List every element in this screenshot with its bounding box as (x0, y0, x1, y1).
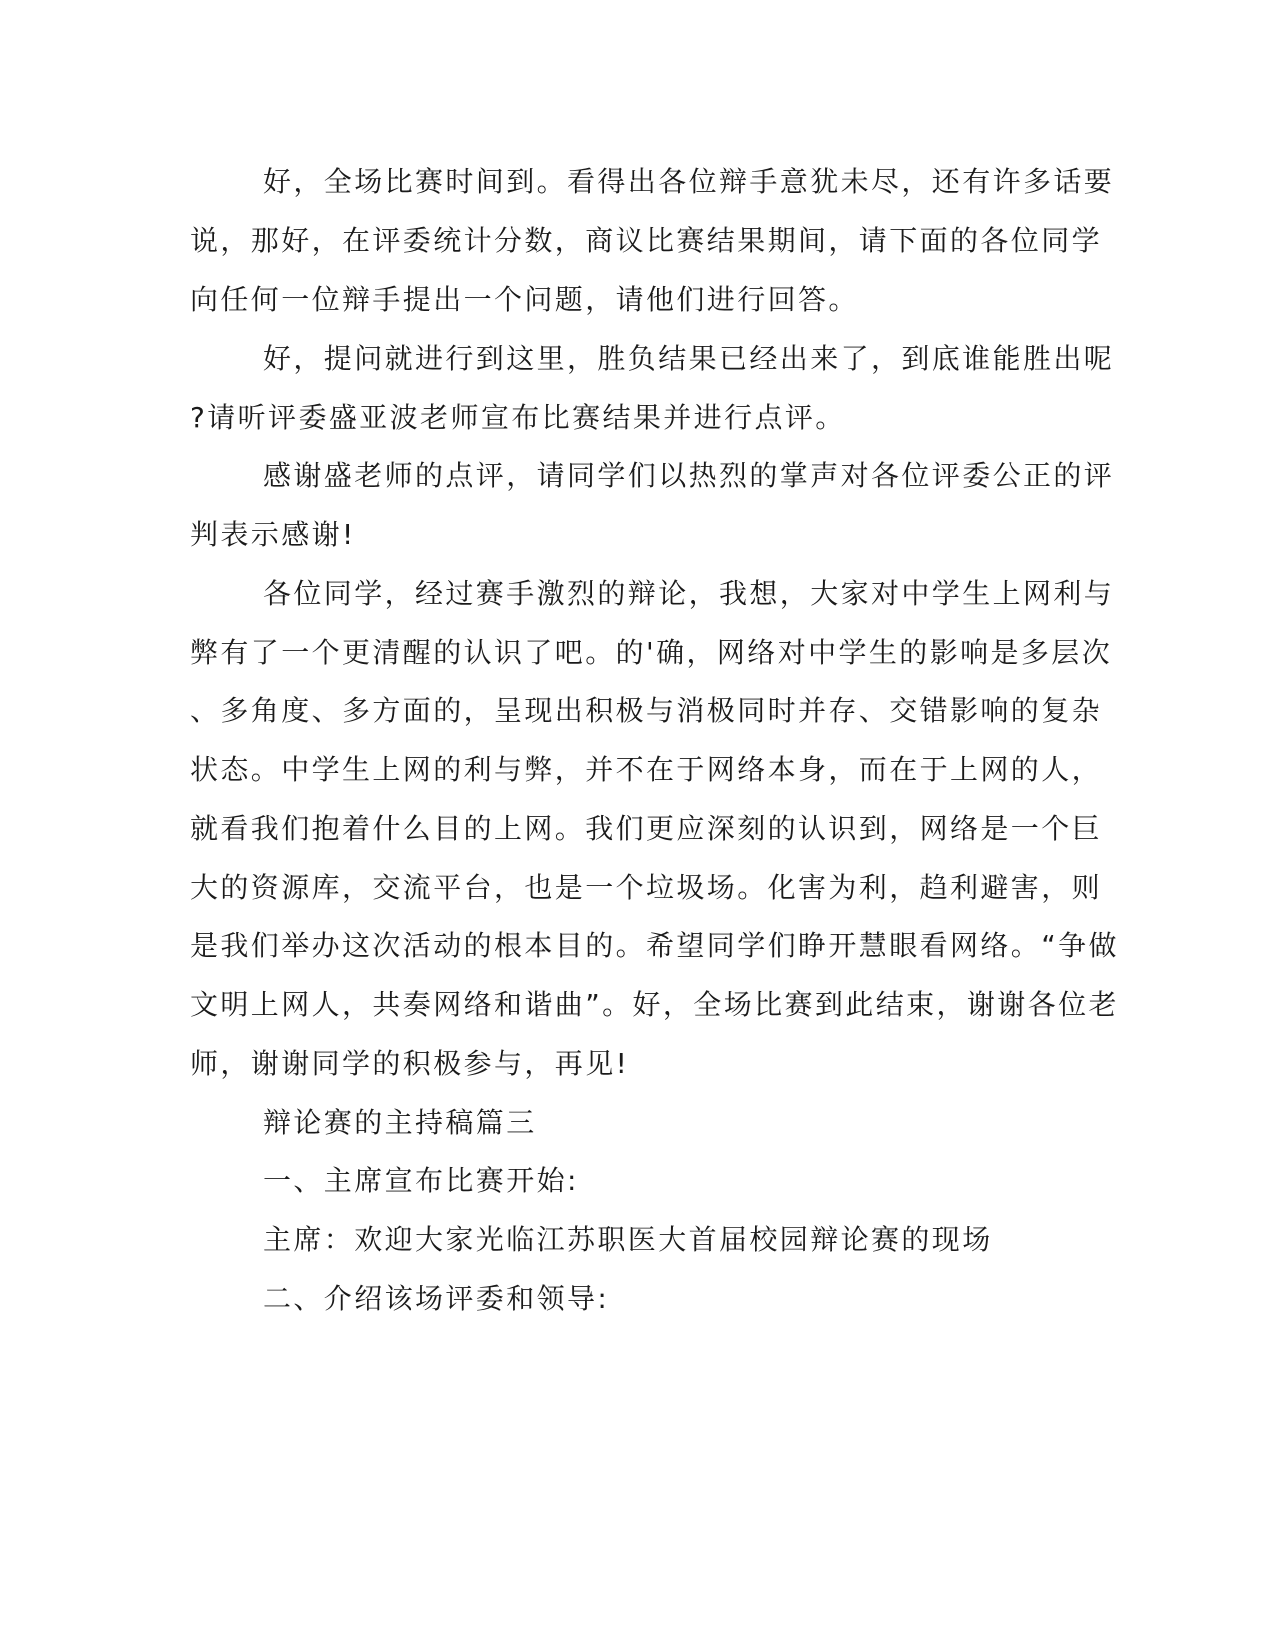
paragraph-line: 二、介绍该场评委和领导: (263, 1282, 610, 1315)
paragraph-line: 是我们举办这次活动的根本目的。希望同学们睁开慧眼看网络。“争做 (190, 929, 1119, 962)
paragraph-line: 大的资源库，交流平台，也是一个垃圾场。化害为利，趋利避害，则 (190, 871, 1103, 904)
paragraph-line: 文明上网人，共奏网络和谐曲”。好，全场比赛到此结束，谢谢各位老 (190, 988, 1119, 1021)
paragraph-line: 师，谢谢同学的积极参与，再见! (190, 1047, 630, 1080)
paragraph-line: 、多角度、多方面的，呈现出积极与消极同时并存、交错影响的复杂 (190, 694, 1103, 727)
paragraph-line: 好，全场比赛时间到。看得出各位辩手意犹未尽，还有许多话要 (263, 165, 1115, 198)
section-heading: 辩论赛的主持稿篇三 (263, 1106, 537, 1139)
paragraph-line: 各位同学，经过赛手激烈的辩论，我想，大家对中学生上网利与 (263, 577, 1115, 610)
paragraph-line: 好，提问就进行到这里，胜负结果已经出来了，到底谁能胜出呢 (263, 342, 1115, 375)
paragraph-line: 就看我们抱着什么目的上网。我们更应深刻的认识到，网络是一个巨 (190, 812, 1103, 845)
paragraph-line: 弊有了一个更清醒的认识了吧。的'确，网络对中学生的影响是多层次 (190, 636, 1113, 669)
paragraph-line: 向任何一位辩手提出一个问题，请他们进行回答。 (190, 283, 859, 316)
paragraph-line: 感谢盛老师的点评，请同学们以热烈的掌声对各位评委公正的评 (263, 459, 1115, 492)
paragraph-line: 判表示感谢! (190, 518, 356, 551)
paragraph-line: ?请听评委盛亚波老师宣布比赛结果并进行点评。 (190, 401, 846, 434)
paragraph-line: 一、主席宣布比赛开始: (263, 1164, 579, 1197)
paragraph-line: 状态。中学生上网的利与弊，并不在于网络本身，而在于上网的人， (190, 753, 1103, 786)
paragraph-line: 主席：欢迎大家光临江苏职医大首届校园辩论赛的现场 (263, 1223, 993, 1256)
paragraph-line: 说，那好，在评委统计分数，商议比赛结果期间，请下面的各位同学 (190, 224, 1103, 257)
